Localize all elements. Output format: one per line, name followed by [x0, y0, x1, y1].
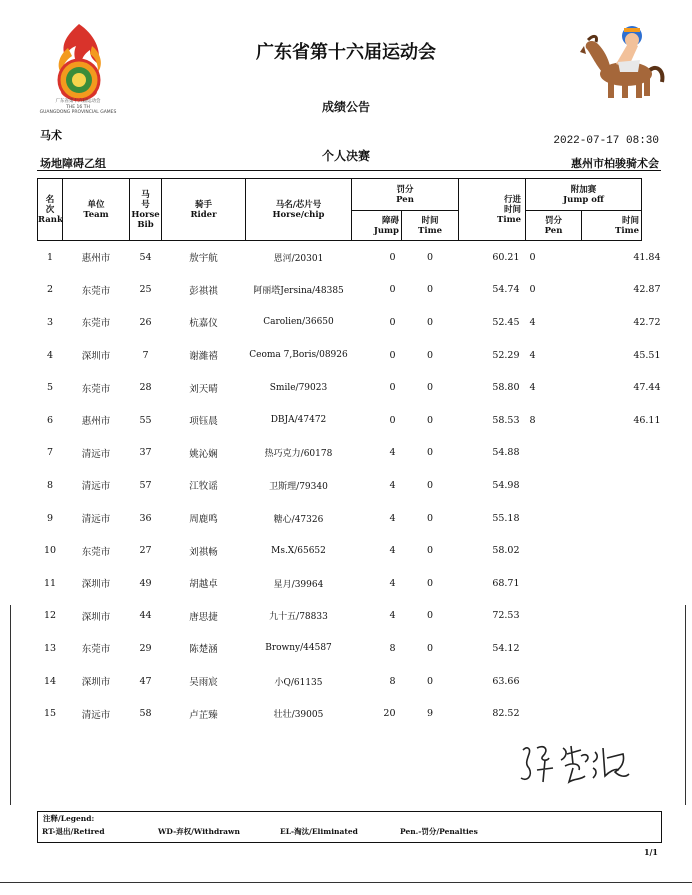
jumpoff-time-cell	[582, 469, 663, 502]
rank-cell: 14	[43, 675, 57, 687]
event-name: 场地障碍乙组	[40, 157, 106, 170]
jumpoff-time-cell	[582, 665, 663, 698]
rank-cell: 9	[46, 512, 54, 524]
jumpoff-penalty-cell: 4	[529, 349, 536, 361]
jump-penalty-cell: 20	[383, 708, 396, 720]
logo-caption-line: GUANGDONG PROVINCIAL GAMES	[39, 110, 117, 115]
rank-cell: 8	[46, 479, 54, 491]
rider-cell: 周鹿鸣	[189, 514, 218, 526]
header-text: 次	[45, 204, 55, 215]
table-row	[38, 665, 663, 698]
time-penalty-cell: 0	[426, 642, 434, 654]
signature	[515, 738, 635, 788]
jumpoff-time-cell	[582, 632, 663, 665]
time-cell: 72.53	[492, 610, 520, 622]
col-team-header	[63, 179, 130, 241]
jumpoff-time-cell	[582, 502, 663, 535]
jumpoff-penalty-cell	[526, 502, 582, 535]
jumpoff-penalty-cell	[526, 534, 582, 567]
time-penalty-cell: 0	[426, 610, 434, 622]
jumpoff-time-cell	[582, 697, 663, 730]
rider-cell: 敖宇航	[189, 253, 218, 265]
bib-cell: 49	[139, 577, 152, 589]
bib-cell: 58	[139, 708, 152, 720]
team-cell: 深圳市	[81, 579, 111, 591]
time-cell: 60.21	[492, 251, 520, 263]
time-cell: 55.18	[492, 512, 520, 524]
team-cell: 惠州市	[81, 416, 111, 428]
header-text: 时间	[622, 215, 640, 226]
time-penalty-cell: 0	[426, 512, 434, 524]
scan-edge-line	[10, 605, 11, 805]
rider-cell: 项钰晨	[189, 416, 218, 428]
table-row	[38, 371, 663, 404]
header-text: Horse	[131, 209, 160, 220]
col-jumpoff-header	[526, 179, 642, 211]
bib-cell: 25	[139, 284, 152, 296]
page-subtitle: 成绩公告	[321, 100, 370, 114]
time-cell: 63.66	[492, 675, 520, 687]
horse-cell: 壮壮/39005	[273, 710, 324, 721]
venue-name: 惠州市柏骏骑术会	[571, 157, 659, 170]
header-text: 单位	[87, 199, 105, 210]
table-row	[38, 274, 663, 307]
bib-cell: 27	[139, 545, 152, 557]
bib-cell: 28	[139, 382, 152, 394]
time-penalty-cell: 0	[426, 284, 434, 296]
legend-item: EL-淘汰/Eliminated	[280, 827, 358, 836]
rider-cell: 江牧谣	[189, 481, 218, 493]
team-cell: 深圳市	[81, 677, 111, 689]
legend-item: RT-退出/Retired	[42, 827, 105, 836]
bib-cell: 26	[139, 316, 152, 328]
col-pen-jump-header	[352, 211, 402, 241]
header-text: Pen	[544, 225, 563, 236]
round-name: 个人决赛	[321, 149, 370, 163]
bib-cell: 54	[139, 251, 152, 263]
jump-penalty-cell: 0	[389, 382, 396, 394]
header-text: 罚分	[396, 184, 414, 195]
horse-cell: DBJA/47472	[270, 415, 327, 426]
bib-cell: 7	[142, 349, 149, 361]
rider-cell: 杭嘉仪	[189, 318, 218, 330]
rank-cell: 13	[43, 642, 57, 654]
jump-penalty-cell: 4	[389, 512, 396, 524]
jumpoff-time-cell	[582, 567, 663, 600]
header-text: 马名/芯片号	[275, 199, 322, 210]
rider-cell: 姚沁娴	[189, 448, 218, 460]
header-text: 号	[141, 199, 150, 210]
legend-item: Pen.-罚分/Penalties	[400, 827, 478, 836]
table-row	[38, 306, 663, 339]
team-cell: 东莞市	[81, 318, 111, 330]
rank-cell: 1	[46, 251, 54, 263]
header-text: Bib	[137, 219, 154, 230]
team-cell: 惠州市	[81, 253, 111, 265]
table-row	[38, 567, 663, 600]
team-cell: 清远市	[81, 709, 111, 721]
rank-cell: 3	[46, 316, 54, 328]
header-text: Time	[615, 225, 640, 236]
header-text: 罚分	[545, 215, 563, 226]
jumpoff-penalty-cell: 4	[529, 316, 536, 328]
time-cell: 58.02	[492, 545, 520, 557]
page-bottom-rule	[0, 882, 692, 883]
bib-cell: 36	[139, 512, 152, 524]
team-cell: 东莞市	[81, 644, 111, 656]
header-text: Pen	[396, 194, 414, 205]
team-cell: 东莞市	[81, 285, 111, 297]
rider-cell: 谢濰禧	[189, 351, 218, 363]
table-row	[38, 534, 663, 567]
header-text: 障碍	[381, 215, 399, 226]
rider-cell: 彭祺祺	[189, 285, 218, 297]
header-text: Time	[418, 225, 442, 236]
team-cell: 深圳市	[81, 351, 111, 363]
header-text: 马	[141, 189, 150, 200]
time-penalty-cell: 0	[426, 382, 434, 394]
rider-cell: 刘天晴	[189, 383, 218, 395]
jumpoff-penalty-cell	[526, 632, 582, 665]
horse-cell: 星月/39964	[273, 579, 324, 590]
header-text: 附加赛	[570, 184, 597, 195]
time-penalty-cell: 0	[426, 447, 434, 459]
rank-cell: 12	[43, 610, 57, 622]
time-cell: 54.98	[492, 479, 520, 491]
bib-cell: 57	[139, 479, 152, 491]
rider-cell: 刘祺畅	[189, 546, 218, 558]
jumpoff-penalty-cell	[526, 437, 582, 470]
header-text: Horse/chip	[272, 209, 325, 220]
header-divider	[37, 170, 661, 171]
header-text: Rank	[38, 214, 63, 225]
table-row	[38, 437, 663, 470]
horse-cell: Ceoma 7,Boris/08926	[249, 350, 348, 361]
header-text: 骑手	[194, 199, 212, 210]
time-cell: 54.74	[492, 284, 520, 296]
jumpoff-penalty-cell	[526, 567, 582, 600]
jump-penalty-cell: 4	[389, 545, 396, 557]
jump-penalty-cell: 8	[389, 675, 396, 687]
rank-cell: 5	[46, 382, 54, 394]
jump-penalty-cell: 8	[389, 642, 396, 654]
header-text: 行进	[504, 194, 522, 205]
jumpoff-time-cell: 45.51	[633, 349, 661, 361]
header-text: Rider	[190, 209, 217, 220]
time-cell: 52.45	[492, 316, 520, 328]
col-jo-pen-header	[526, 211, 582, 241]
header-text: 时间	[504, 204, 522, 215]
jumpoff-time-cell	[582, 600, 663, 633]
bib-cell: 29	[139, 642, 152, 654]
rank-cell: 15	[43, 708, 57, 720]
time-penalty-cell: 0	[426, 545, 434, 557]
horse-cell: 热巧克力/60178	[264, 449, 333, 460]
horse-cell: 九十五/78833	[269, 612, 328, 623]
page-number: 1/1	[643, 847, 658, 857]
time-cell: 58.80	[492, 382, 520, 394]
horse-cell: 阿丽塔Jersina/48385	[253, 286, 344, 297]
jump-penalty-cell: 0	[389, 251, 396, 263]
table-body	[38, 241, 663, 730]
jumpoff-penalty-cell: 8	[529, 414, 536, 426]
time-cell: 52.29	[492, 349, 520, 361]
horse-cell: 糖心/47326	[273, 514, 324, 525]
col-pen-time-header	[402, 211, 459, 241]
jump-penalty-cell: 0	[389, 349, 396, 361]
table-row	[38, 241, 663, 274]
jumpoff-time-cell: 42.87	[633, 284, 661, 296]
bib-cell: 44	[139, 610, 152, 622]
bib-cell: 37	[139, 447, 152, 459]
jumpoff-penalty-cell	[526, 697, 582, 730]
time-penalty-cell: 0	[426, 349, 434, 361]
bib-cell: 47	[139, 675, 152, 687]
rank-cell: 4	[46, 349, 54, 361]
header-text: 时间	[421, 215, 439, 226]
jump-penalty-cell: 4	[389, 479, 396, 491]
table-row	[38, 600, 663, 633]
horse-cell: Smile/79023	[269, 382, 328, 393]
header-text: Jump	[373, 225, 399, 236]
rank-cell: 11	[43, 577, 57, 589]
jump-penalty-cell: 0	[389, 316, 396, 328]
horse-cell: 小Q/61135	[274, 677, 323, 688]
table-row	[38, 404, 663, 437]
legend-box	[37, 811, 662, 843]
horse-cell: 卫斯理/79340	[269, 481, 328, 492]
col-horse-header	[246, 179, 352, 241]
horse-cell: Browny/44587	[265, 643, 332, 654]
col-time-header	[459, 179, 526, 241]
logo-caption-line: THE 16 TH	[66, 104, 90, 110]
rank-cell: 7	[46, 447, 54, 459]
jumpoff-time-cell: 47.44	[633, 382, 661, 394]
jumpoff-time-cell	[582, 437, 663, 470]
jump-penalty-cell: 0	[389, 414, 396, 426]
time-penalty-cell: 9	[426, 708, 434, 720]
rider-cell: 胡越卓	[189, 579, 218, 591]
team-cell: 东莞市	[81, 383, 111, 395]
table-header	[38, 179, 663, 241]
page-title: 广东省第十六届运动会	[256, 42, 436, 63]
table-row	[38, 339, 663, 372]
rank-cell: 2	[46, 284, 54, 296]
time-cell: 82.52	[492, 708, 520, 720]
jumpoff-time-cell: 41.84	[633, 251, 661, 263]
col-rank-header	[38, 179, 63, 241]
logo-caption-line: 广东省第十六届运动会	[55, 99, 101, 104]
time-penalty-cell: 0	[426, 479, 434, 491]
team-cell: 清远市	[81, 448, 111, 460]
rider-cell: 吴雨宸	[189, 677, 218, 689]
team-cell: 东莞市	[81, 546, 111, 558]
rider-cell: 卢芷臻	[189, 709, 218, 721]
jumpoff-time-cell: 42.72	[633, 316, 661, 328]
time-penalty-cell: 0	[426, 414, 434, 426]
horse-cell: Carolien/36650	[263, 317, 334, 328]
rider-cell: 陈楚涵	[189, 644, 218, 656]
table-row	[38, 469, 663, 502]
jumpoff-penalty-cell: 0	[529, 251, 536, 263]
legend-item: WD-弃权/Withdrawn	[158, 827, 240, 836]
time-cell: 68.71	[492, 577, 520, 589]
rank-cell: 6	[46, 414, 54, 426]
jump-penalty-cell: 4	[389, 610, 396, 622]
legend-title: 注释/Legend:	[43, 814, 95, 823]
horse-cell: 恩河/20301	[273, 253, 324, 264]
col-jo-time-header	[582, 211, 642, 241]
table-row	[38, 502, 663, 535]
jumpoff-time-cell: 46.11	[633, 414, 661, 426]
header-text: Time	[497, 214, 522, 225]
header-text: Team	[83, 209, 109, 220]
horse-cell: Ms.X/65652	[271, 545, 326, 556]
jump-penalty-cell: 4	[389, 447, 396, 459]
bib-cell: 55	[139, 414, 152, 426]
jumpoff-penalty-cell: 0	[529, 284, 536, 296]
jumpoff-penalty-cell	[526, 665, 582, 698]
jumpoff-penalty-cell	[526, 600, 582, 633]
discipline-label: 马术	[40, 129, 62, 142]
time-penalty-cell: 0	[426, 577, 434, 589]
results-table	[37, 178, 663, 730]
table-row	[38, 697, 663, 730]
time-cell: 54.12	[492, 642, 520, 654]
jumpoff-penalty-cell: 4	[529, 382, 536, 394]
team-cell: 深圳市	[81, 611, 111, 623]
header-text: Jump off	[563, 194, 604, 205]
jumpoff-penalty-cell	[526, 469, 582, 502]
time-penalty-cell: 0	[426, 675, 434, 687]
scan-edge-line	[685, 605, 686, 805]
jump-penalty-cell: 4	[389, 577, 396, 589]
time-penalty-cell: 0	[426, 251, 434, 263]
col-rider-header	[162, 179, 246, 241]
time-cell: 58.53	[492, 414, 520, 426]
rank-cell: 10	[43, 545, 57, 557]
event-datetime: 2022-07-17 08:30	[553, 135, 659, 147]
team-cell: 清远市	[81, 514, 111, 526]
team-cell: 清远市	[81, 481, 111, 493]
time-penalty-cell: 0	[426, 316, 434, 328]
col-bib-header	[130, 179, 162, 241]
jump-penalty-cell: 0	[389, 284, 396, 296]
rider-cell: 唐思捷	[189, 611, 218, 623]
jumpoff-time-cell	[582, 534, 663, 567]
header-text: 名	[45, 194, 55, 205]
table-row	[38, 632, 663, 665]
time-cell: 54.88	[492, 447, 520, 459]
col-pen-header	[352, 179, 459, 211]
